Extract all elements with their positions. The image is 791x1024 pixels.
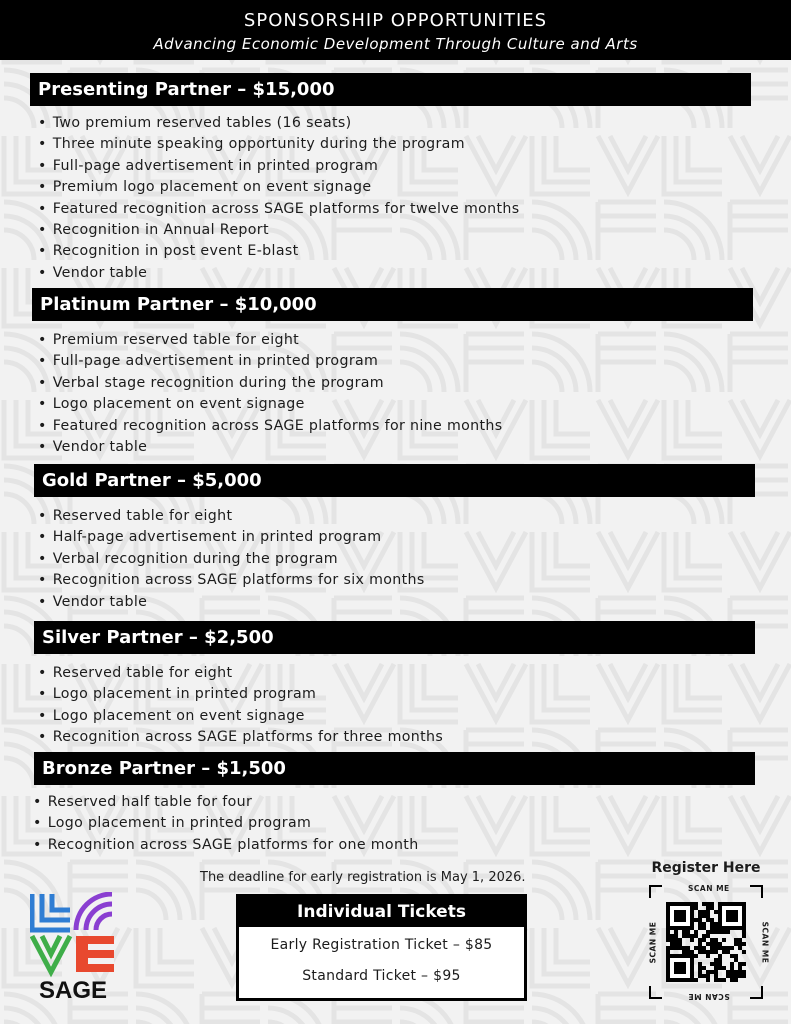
tier-heading-platinum: Platinum Partner – $10,000 bbox=[32, 288, 753, 321]
qr-module bbox=[710, 946, 714, 950]
qr-module bbox=[674, 942, 678, 946]
benefit-item: • Vendor table bbox=[38, 263, 520, 284]
qr-module bbox=[730, 970, 734, 974]
qr-module bbox=[738, 946, 742, 950]
qr-module bbox=[710, 906, 714, 910]
benefit-item: • Featured recognition across SAGE platforms for nine months bbox=[38, 416, 503, 437]
qr-module bbox=[734, 978, 738, 982]
qr-module bbox=[690, 938, 694, 942]
qr-module bbox=[714, 930, 718, 934]
qr-finder bbox=[674, 910, 686, 922]
qr-module bbox=[722, 950, 726, 954]
qr-module bbox=[714, 942, 718, 946]
qr-module bbox=[714, 938, 718, 942]
benefit-item: • Vendor table bbox=[38, 592, 425, 613]
qr-module bbox=[698, 946, 702, 950]
qr-module bbox=[710, 926, 714, 930]
qr-module bbox=[702, 902, 706, 906]
benefit-item: • Half-page advertisement in printed program bbox=[38, 527, 425, 548]
qr-module bbox=[706, 954, 710, 958]
qr-module bbox=[666, 938, 670, 942]
tier-heading-presenting: Presenting Partner – $15,000 bbox=[30, 73, 751, 106]
qr-module bbox=[730, 962, 734, 966]
qr-module bbox=[726, 946, 730, 950]
qr-module bbox=[714, 966, 718, 970]
qr-module bbox=[718, 966, 722, 970]
qr-module bbox=[734, 974, 738, 978]
qr-module bbox=[726, 930, 730, 934]
qr-module bbox=[710, 938, 714, 942]
qr-module bbox=[714, 946, 718, 950]
qr-module bbox=[710, 922, 714, 926]
qr-module bbox=[714, 970, 718, 974]
page-header bbox=[0, 0, 791, 60]
qr-module bbox=[722, 966, 726, 970]
benefit-item: • Recognition in post event E-blast bbox=[38, 241, 520, 262]
early-ticket-price: Early Registration Ticket – $85 bbox=[270, 937, 493, 953]
qr-module bbox=[694, 954, 698, 958]
tier-heading-bronze: Bronze Partner – $1,500 bbox=[34, 752, 755, 785]
qr-module bbox=[726, 950, 730, 954]
benefit-item: • Logo placement in printed program bbox=[38, 684, 443, 705]
qr-module bbox=[682, 930, 686, 934]
benefit-item: • Reserved table for eight bbox=[38, 663, 443, 684]
qr-module bbox=[702, 926, 706, 930]
tier-heading-silver: Silver Partner – $2,500 bbox=[34, 621, 755, 654]
qr-module bbox=[698, 926, 702, 930]
qr-module bbox=[742, 950, 746, 954]
benefit-item: • Premium reserved table for eight bbox=[38, 330, 503, 351]
qr-module bbox=[698, 922, 702, 926]
qr-module bbox=[674, 946, 678, 950]
benefit-item: • Reserved table for eight bbox=[38, 506, 425, 527]
qr-module bbox=[694, 930, 698, 934]
qr-module bbox=[718, 942, 722, 946]
qr-module bbox=[738, 974, 742, 978]
qr-module bbox=[706, 942, 710, 946]
qr-module bbox=[694, 978, 698, 982]
qr-module bbox=[710, 950, 714, 954]
qr-module bbox=[698, 970, 702, 974]
qr-module bbox=[710, 970, 714, 974]
qr-module bbox=[666, 950, 670, 954]
qr-module bbox=[742, 930, 746, 934]
qr-module bbox=[694, 934, 698, 938]
qr-module bbox=[718, 954, 722, 958]
qr-module bbox=[702, 966, 706, 970]
qr-module bbox=[698, 910, 702, 914]
qr-module bbox=[702, 946, 706, 950]
qr-module bbox=[706, 930, 710, 934]
qr-module bbox=[670, 934, 674, 938]
qr-module bbox=[718, 930, 722, 934]
qr-module bbox=[686, 950, 690, 954]
qr-module bbox=[674, 938, 678, 942]
qr-module bbox=[698, 938, 702, 942]
qr-module bbox=[702, 922, 706, 926]
qr-module bbox=[702, 934, 706, 938]
qr-module bbox=[698, 962, 702, 966]
qr-module bbox=[710, 902, 714, 906]
qr-module bbox=[686, 934, 690, 938]
qr-module bbox=[742, 942, 746, 946]
qr-module bbox=[698, 974, 702, 978]
page-title: SPONSORSHIP OPPORTUNITIES bbox=[243, 10, 548, 31]
benefit-item: • Full-page advertisement in printed program bbox=[38, 156, 520, 177]
page-subtitle: Advancing Economic Development Through Culture and Arts bbox=[153, 35, 638, 53]
benefit-item: • Verbal stage recognition during the program bbox=[38, 373, 503, 394]
qr-module bbox=[682, 934, 686, 938]
qr-module bbox=[738, 966, 742, 970]
qr-module bbox=[722, 946, 726, 950]
qr-module bbox=[738, 962, 742, 966]
qr-module bbox=[734, 970, 738, 974]
qr-module bbox=[706, 902, 710, 906]
tier-benefits-silver bbox=[38, 663, 443, 749]
qr-module bbox=[706, 914, 710, 918]
tier-benefits-platinum bbox=[38, 330, 503, 458]
qr-module bbox=[706, 910, 710, 914]
qr-module bbox=[718, 962, 722, 966]
qr-module bbox=[678, 946, 682, 950]
benefit-item: • Logo placement on event signage bbox=[38, 706, 443, 727]
logo-blue-mark bbox=[32, 894, 70, 930]
qr-module bbox=[726, 970, 730, 974]
qr-module bbox=[734, 954, 738, 958]
qr-module bbox=[714, 958, 718, 962]
qr-module bbox=[698, 918, 702, 922]
benefit-item: • Recognition in Annual Report bbox=[38, 220, 520, 241]
qr-module bbox=[730, 954, 734, 958]
qr-module bbox=[742, 934, 746, 938]
qr-frame-corners-icon bbox=[648, 884, 764, 1000]
qr-module bbox=[714, 978, 718, 982]
qr-module bbox=[718, 978, 722, 982]
qr-module bbox=[702, 910, 706, 914]
qr-module bbox=[734, 958, 738, 962]
tickets-heading: Individual Tickets bbox=[239, 897, 524, 927]
qr-finder bbox=[726, 910, 738, 922]
qr-module bbox=[710, 942, 714, 946]
qr-module bbox=[742, 962, 746, 966]
qr-module bbox=[682, 946, 686, 950]
qr-module bbox=[694, 918, 698, 922]
qr-module bbox=[714, 974, 718, 978]
qr-module bbox=[734, 938, 738, 942]
qr-module bbox=[722, 938, 726, 942]
qr-module bbox=[706, 950, 710, 954]
tier-benefits-bronze bbox=[33, 792, 419, 856]
qr-module bbox=[710, 930, 714, 934]
tier-heading-gold: Gold Partner – $5,000 bbox=[34, 464, 755, 497]
qr-module bbox=[738, 938, 742, 942]
scan-me-left: SCAN ME bbox=[648, 921, 658, 964]
qr-module bbox=[698, 914, 702, 918]
qr-module bbox=[698, 950, 702, 954]
tier-benefits-presenting bbox=[38, 113, 520, 284]
benefit-item: • Recognition across SAGE platforms for six months bbox=[38, 570, 425, 591]
qr-module bbox=[714, 950, 718, 954]
benefit-item: • Premium logo placement on event signage bbox=[38, 177, 520, 198]
qr-module bbox=[718, 946, 722, 950]
qr-module bbox=[674, 934, 678, 938]
benefit-item: • Recognition across SAGE platforms for three months bbox=[38, 727, 443, 748]
qr-module bbox=[714, 910, 718, 914]
qr-module bbox=[670, 938, 674, 942]
qr-module bbox=[714, 922, 718, 926]
benefit-item: • Verbal recognition during the program bbox=[38, 549, 425, 570]
qr-module bbox=[706, 918, 710, 922]
benefit-item: • Full-page advertisement in printed program bbox=[38, 351, 503, 372]
qr-module bbox=[690, 950, 694, 954]
qr-module bbox=[666, 930, 670, 934]
logo-text: SAGE bbox=[38, 977, 108, 1002]
qr-module bbox=[722, 930, 726, 934]
qr-module bbox=[690, 934, 694, 938]
qr-module bbox=[686, 946, 690, 950]
qr-module bbox=[694, 906, 698, 910]
qr-module bbox=[702, 938, 706, 942]
qr-module bbox=[670, 942, 674, 946]
qr-module bbox=[666, 934, 670, 938]
qr-module bbox=[670, 946, 674, 950]
logo-red-mark bbox=[76, 936, 114, 972]
qr-module bbox=[706, 934, 710, 938]
individual-tickets-box bbox=[236, 894, 527, 1001]
logo-purple-mark bbox=[76, 894, 112, 930]
scan-me-right: SCAN ME bbox=[760, 921, 770, 964]
qr-module bbox=[714, 962, 718, 966]
qr-module bbox=[706, 970, 710, 974]
early-registration-deadline: The deadline for early registration is May 1, 2026. bbox=[200, 870, 526, 885]
register-here-label: Register Here bbox=[651, 860, 761, 876]
qr-module bbox=[666, 946, 670, 950]
qr-module bbox=[706, 906, 710, 910]
qr-module bbox=[718, 958, 722, 962]
benefit-item: • Two premium reserved tables (16 seats) bbox=[38, 113, 520, 134]
qr-module bbox=[698, 966, 702, 970]
qr-matrix bbox=[666, 902, 746, 982]
qr-module bbox=[730, 966, 734, 970]
qr-module bbox=[710, 918, 714, 922]
qr-module bbox=[694, 902, 698, 906]
qr-module bbox=[714, 926, 718, 930]
logo-green-mark bbox=[32, 936, 70, 972]
qr-module bbox=[726, 974, 730, 978]
qr-module bbox=[678, 938, 682, 942]
benefit-item: • Logo placement in printed program bbox=[33, 813, 419, 834]
qr-module bbox=[706, 974, 710, 978]
qr-module bbox=[738, 970, 742, 974]
qr-module bbox=[706, 978, 710, 982]
qr-module bbox=[722, 978, 726, 982]
qr-module bbox=[730, 946, 734, 950]
qr-module bbox=[742, 974, 746, 978]
qr-module bbox=[702, 974, 706, 978]
benefit-item: • Reserved half table for four bbox=[33, 792, 419, 813]
qr-module bbox=[738, 942, 742, 946]
qr-module bbox=[686, 930, 690, 934]
benefit-item: • Logo placement on event signage bbox=[38, 394, 503, 415]
qr-module bbox=[710, 962, 714, 966]
qr-module bbox=[702, 914, 706, 918]
qr-module bbox=[730, 974, 734, 978]
scan-me-bottom: SCAN ME bbox=[688, 992, 730, 1001]
qr-module bbox=[702, 950, 706, 954]
scan-me-top: SCAN ME bbox=[688, 884, 730, 893]
qr-module bbox=[678, 942, 682, 946]
qr-module bbox=[730, 978, 734, 982]
standard-ticket-price: Standard Ticket – $95 bbox=[302, 968, 461, 984]
tier-benefits-gold bbox=[38, 506, 425, 613]
benefit-item: • Featured recognition across SAGE platforms for twelve months bbox=[38, 199, 520, 220]
benefit-item: • Recognition across SAGE platforms for one month bbox=[33, 835, 419, 856]
qr-module bbox=[734, 942, 738, 946]
qr-finder bbox=[674, 962, 686, 974]
qr-code-icon[interactable] bbox=[648, 884, 764, 1000]
qr-module bbox=[694, 946, 698, 950]
qr-module bbox=[698, 942, 702, 946]
qr-module bbox=[674, 930, 678, 934]
benefit-item: • Three minute speaking opportunity during the program bbox=[38, 134, 520, 155]
qr-module bbox=[682, 950, 686, 954]
qr-module bbox=[742, 970, 746, 974]
benefit-item: • Vendor table bbox=[38, 437, 503, 458]
sage-logo bbox=[30, 892, 116, 1002]
